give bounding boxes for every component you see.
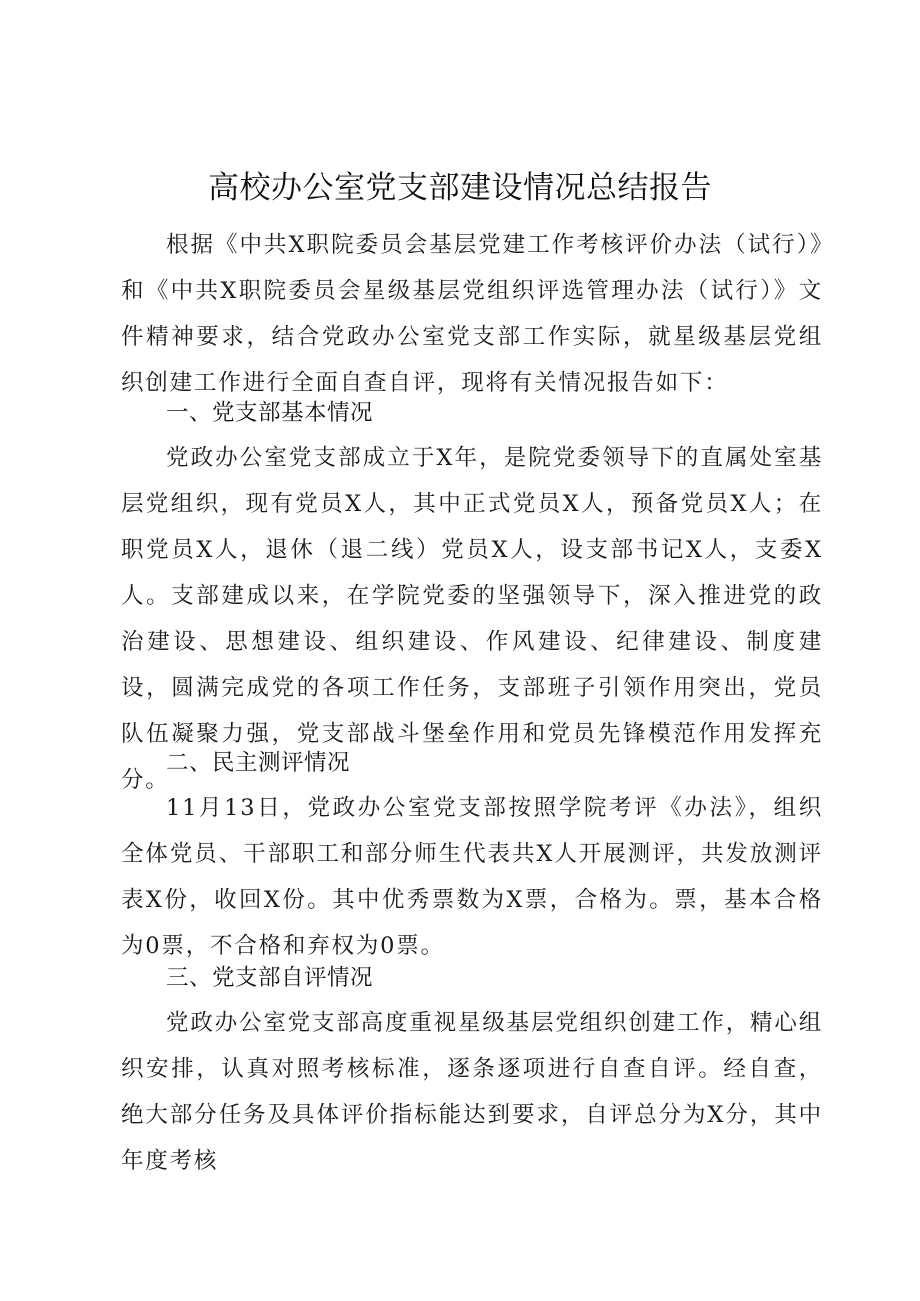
section-heading-democratic-evaluation: 二、民主测评情况 xyxy=(166,750,351,776)
section-heading-self-evaluation: 三、党支部自评情况 xyxy=(166,965,374,991)
section-body-democratic-evaluation: 11月13日，党政办公室党支部按照学院考评《办法》，组织全体党员、干部职工和部分师生代表共X人开展测评，共发放测评表X份，收回X份。其中优秀票数为X票，合格为。票，基本合格为0票，不合格和弃权为0票。 xyxy=(121,795,823,959)
document-title: 高校办公室党支部建设情况总结报告 xyxy=(208,170,712,206)
section-body-basic-info: 党政办公室党支部成立于X年，是院党委领导下的直属处室基层党组织，现有党员X人，其中正式党员X人，预备党员X人；在职党员X人，退休（退二线）党员X人，设支部书记X人，支委X人。支部建成以来，在学院党委的坚强领导下，深入推进党的政治建设、思想建设、组织建设、作风建设、纪律建设、制度建设，圆满完成党的各项工作任务，支部班子引领作用突出，党员队伍凝聚力强，党支部战斗堡垒作用和党员先锋模范作用发挥充分。 xyxy=(121,445,823,793)
intro-paragraph: 根据《中共X职院委员会基层党建工作考核评价办法（试行）》和《中共X职院委员会星级基层党组织评选管理办法（试行）》文件精神要求，结合党政办公室党支部工作实际，就星级基层党组织创建工作进行全面自查自评，现将有关情况报告如下： xyxy=(121,232,823,396)
section-body-self-evaluation: 党政办公室党支部高度重视星级基层党组织创建工作，精心组织安排，认真对照考核标准，逐条逐项进行自查自评。经自查，绝大部分任务及具体评价指标能达到要求，自评总分为X分，其中年度考核 xyxy=(121,1010,823,1174)
section-heading-basic-info: 一、党支部基本情况 xyxy=(166,400,374,426)
